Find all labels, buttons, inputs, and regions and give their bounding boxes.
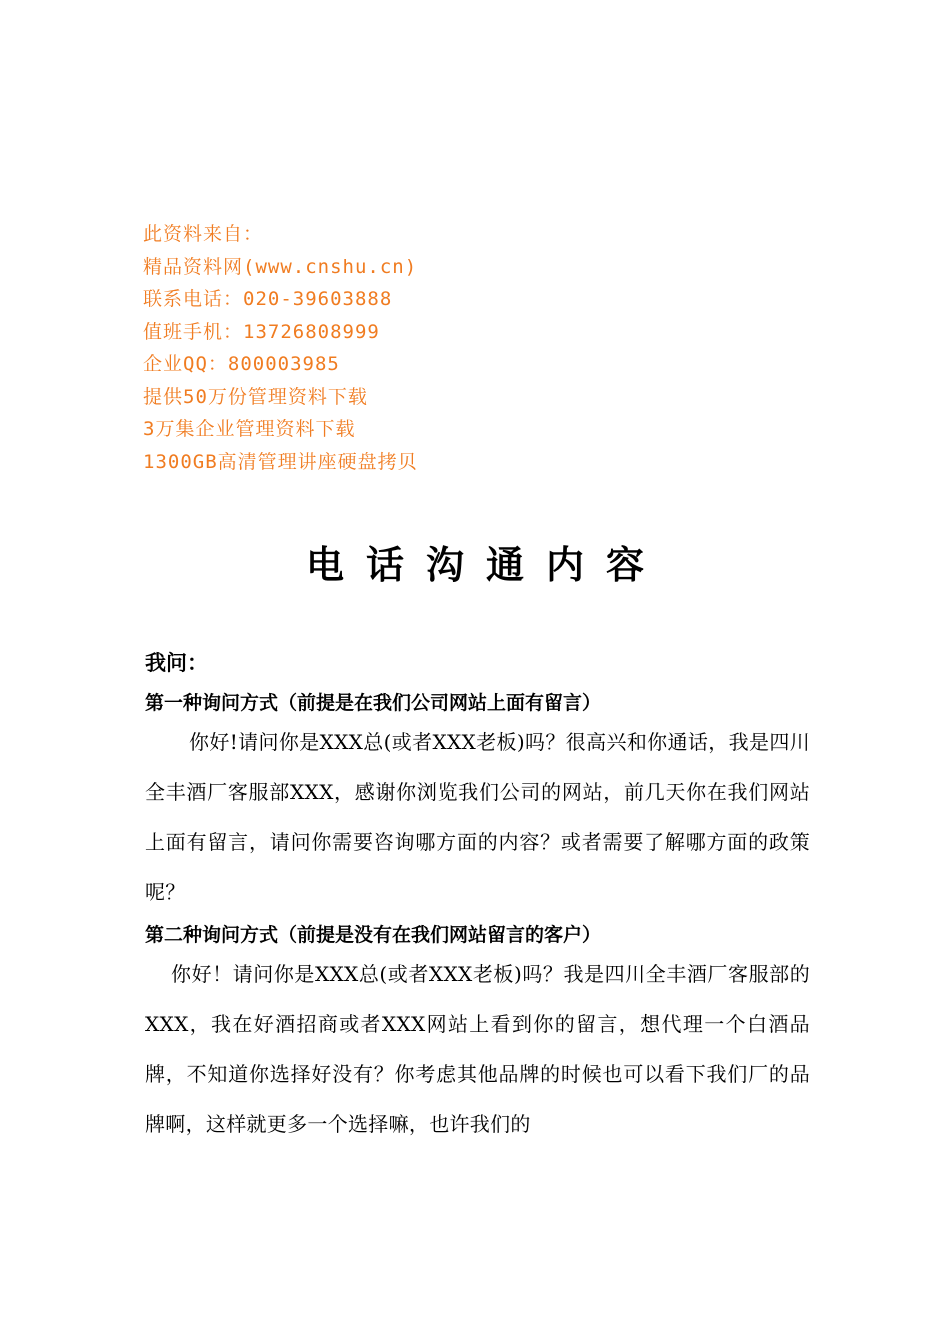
section-body-2: 你好！请问你是XXX总(或者XXX老板)吗？我是四川全丰酒厂客服部的XXX，我在好酒招商或者XXX网站上看到你的留言，想代理一个白酒品牌，不知道你选择好没有？你考虑其他品牌的时候也可以看下我们厂的品牌啊，这样就更多一个选择嘛，也许我们的 [145, 962, 810, 1136]
section-heading-2: 第二种询问方式（前提是没有在我们网站留言的客户） [145, 924, 602, 946]
source-line-mobile: 值班手机：13726808999 [143, 320, 380, 343]
source-info-block [143, 218, 418, 478]
document-title: 电话沟通内容 [305, 543, 666, 587]
section-heading-1: 第一种询问方式（前提是在我们公司网站上面有留言） [145, 692, 602, 714]
section-body-1: 你好!请问你是XXX总(或者XXX老板)吗？很高兴和你通话，我是四川全丰酒厂客服部XXX，感谢你浏览我们公司的网站，前几天你在我们网站上面有留言，请问你需要咨询哪方面的内容？或者需要了解哪方面的政策呢？ [145, 730, 810, 904]
speaker-label: 我问： [145, 651, 208, 675]
source-line-offer-3: 1300GB高清管理讲座硬盘拷贝 [143, 450, 418, 473]
source-line-phone: 联系电话：020-39603888 [143, 288, 393, 310]
source-line-qq: 企业QQ：800003985 [143, 353, 340, 375]
document-body [145, 643, 810, 1149]
source-line-offer-1: 提供50万份管理资料下载 [143, 385, 368, 408]
source-line-offer-2: 3万集企业管理资料下载 [143, 418, 356, 440]
source-line-website: 精品资料网(www.cnshu.cn) [143, 255, 418, 278]
source-line-from: 此资料来自： [143, 223, 264, 245]
